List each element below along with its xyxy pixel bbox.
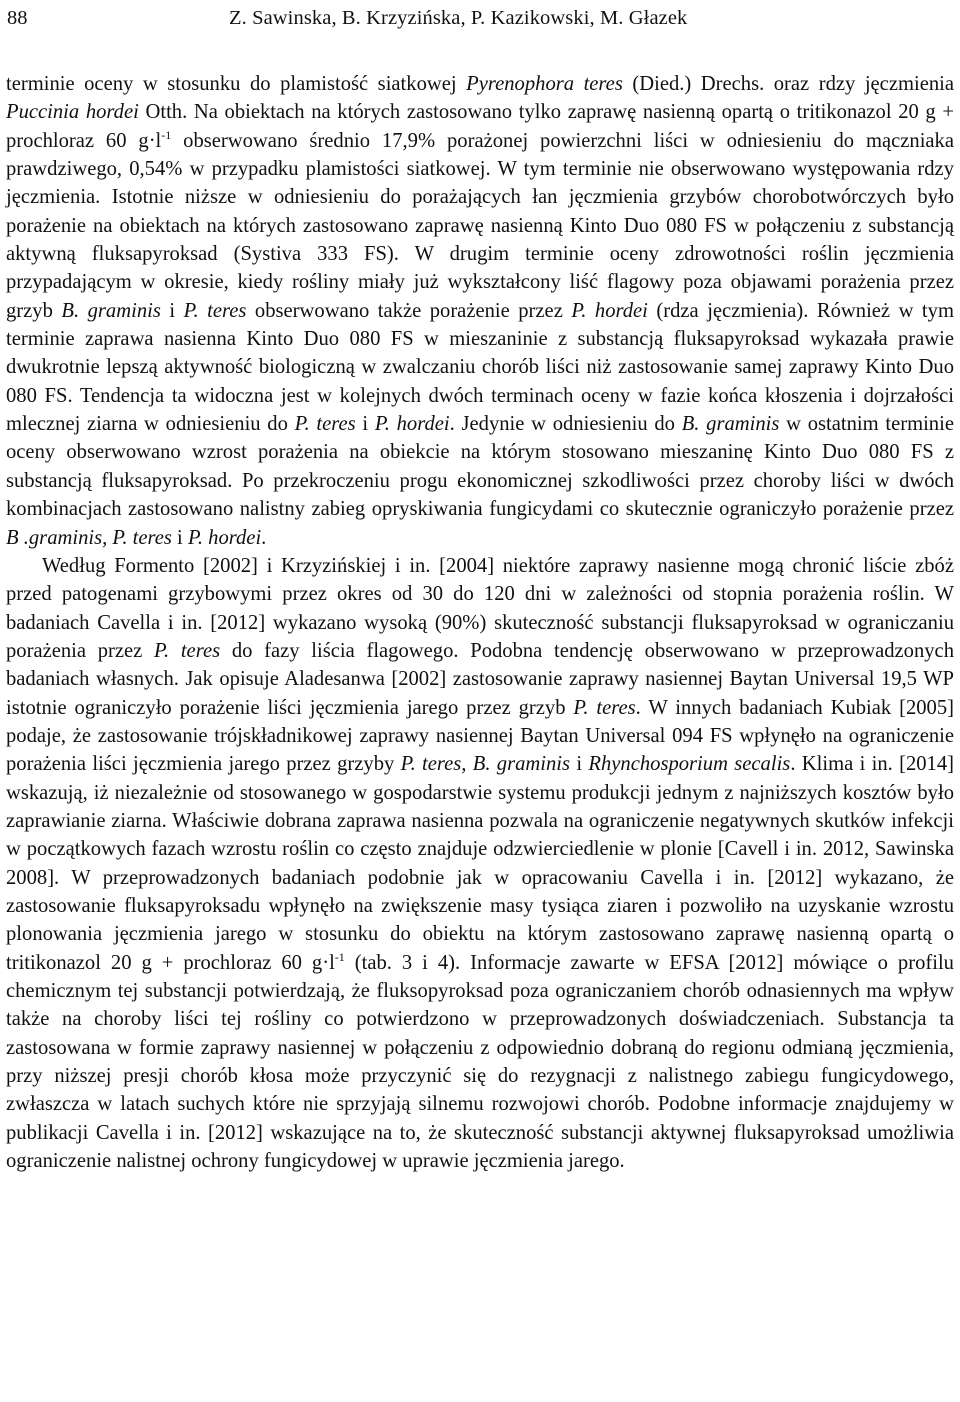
italic-taxon-name: Puccinia hordei bbox=[6, 101, 139, 124]
text-run: terminie oceny w stosunku do plamistość siatkowej bbox=[6, 73, 467, 95]
document-page bbox=[6, 4, 954, 1398]
italic-taxon-name: B .graminis, P. teres bbox=[6, 526, 172, 549]
text-run: . bbox=[261, 526, 267, 549]
italic-taxon-name: P. teres, B. graminis bbox=[400, 753, 571, 776]
paragraph bbox=[6, 70, 954, 552]
text-run: obserwowano także porażenie przez bbox=[246, 299, 572, 322]
superscript-exponent: -1 bbox=[161, 127, 172, 142]
text-run: (rdza jęczmienia). Również w tym terminie zaprawa nasienna Kinto Duo 080 FS w mieszaninie z substancją fluksapyroksad wykazała prawie dwukrotnie lepszą aktywność biologiczną w zwalczaniu chorób liści niż zastosowanie samej zaprawy Kinto Duo 080 FS. Tendencja ta widoczna jest w kolejnych dwóch terminach oceny w fazie końca kłoszenia i dojrzałości mlecznej ziarna w odniesieniu do bbox=[6, 299, 954, 436]
italic-taxon-name: B. graminis bbox=[61, 299, 161, 322]
text-run: (Died.) Drechs. oraz rdzy jęczmienia bbox=[622, 73, 955, 95]
text-run: (tab. 3 i 4). Informacje zawarte w EFSA [2012] mówiące o profilu chemicznym tej substancji potwierdzają, że fluksopyroksad poza ograniczaniem chorób odnasiennych ma wpływ także na choroby liści tej rośliny co potwierdzono w przeprowadzonych doświadczeniach. Substancja ta zastosowana w formie zaprawy nasiennej w połączeniu z odpowiednio dobraną do regionu odmianą jęczmienia, przy niższej presji chorób kłosa może przyczynić się do rezygnacji z nalistnego zabiegu fungicydowego, zwłaszcza w latach suchych które nie sprzyjają silnemu rozwojowi chorób. Podobne informacje znajdujemy w publikacji Cavella i in. [2012] wskazujące na to, że skuteczność substancji aktywnej fluksapyroksad umożliwia ograniczenie nalistnej ochrony fungicydowej w uprawie jęczmienia jarego. bbox=[6, 951, 954, 1173]
italic-taxon-name: Rhynchosporium secalis bbox=[588, 753, 791, 776]
text-run: . Klima i in. [2014] wskazują, iż niezależnie od stosowanego w gospodarstwie systemu produkcji jednym z najniższych kosztów było zaprawianie ziarna. Właściwie dobrana zaprawa nasienna pozwala na ograniczenie negatywnych skutków infekcji w początkowych fazach wzrostu roślin co często znajduje odzwierciedlenie w plonie [Cavell i in. 2012, Sawinska 2008]. W przeprowadzonych badaniach podobnie jak w opracowaniu Cavella i in. [2012] wykazano, że zastosowanie fluksapyroksadu wpłynęło na zwiększenie masy tysiąca ziaren i pozwoliło na uzyskanie wzrostu plonowania jęczmienia jarego w stosunku do obiektu na którym zastosowano zaprawę nasienną opartą o tritikonazol 20 g + prochloraz 60 g·l bbox=[6, 753, 954, 974]
italic-taxon-name: P. teres bbox=[154, 639, 221, 662]
superscript-exponent: -1 bbox=[334, 949, 345, 964]
italic-taxon-name: P. teres bbox=[183, 299, 247, 322]
body-text bbox=[6, 70, 954, 1175]
text-run: obserwowano średnio 17,9% porażonej powierzchni liści w odniesieniu do mączniaka prawdziwego, 0,54% w przypadku plamistości siatkowej. W tym terminie nie obserwowano występowania rdzy jęczmienia. Istotnie niższe w odniesieniu do porażających łan jęczmienia grzybów chorobotwórczych było porażenie na obiektach na których zastosowano zaprawę nasienną Kinto Duo 080 FS w połączeniu z substancją aktywną fluksapyroksad (Systiva 333 FS). W drugim terminie oceny zdrowotności roślin jęczmienia przypadającym w okresie, kiedy rośliny miały już wykształcony liść flagowy poza objawami porażenia przez grzyb bbox=[6, 129, 954, 322]
text-run: w ostatnim terminie oceny obserwowano wzrost porażenia na obiekcie na którym stosowano mieszaninę Kinto Duo 080 FS z substancją fluksapyroksad. Po przekroczeniu progu ekonomicznej szkodliwości przez choroby liści w dwóch kombinacjach zastosowano nalistny zabieg opryskiwania fungicydami co skutecznie ograniczyło porażenie przez bbox=[6, 413, 954, 521]
page-number: 88 bbox=[7, 7, 28, 29]
text-run: . W innych badaniach Kubiak [2005] podaje, że zastosowanie trójskładnikowej zaprawy nasiennej Baytan Universal 094 FS wpłynęło na ograniczenie porażenia liści jęczmienia jarego przez grzyby bbox=[6, 696, 954, 776]
text-run: Według Formento [2002] i Krzyzińskiej i in. [2004] niektóre zaprawy nasienne mogą chronić liście zbóż przed patogenami grzybowymi przez okres od 30 do 120 dni w zależności od stopnia porażenia roślin. W badaniach Cavella i in. [2012] wykazano wysoką (90%) skuteczność substancji fluksapyroksad w ograniczaniu porażenia przez bbox=[6, 554, 954, 662]
text-run: do fazy liścia flagowego. Podobna tendencję obserwowano w przeprowadzonych badaniach własnych. Jak opisuje Aladesanwa [2002] zastosowanie zaprawy nasiennej Baytan Universal 19,5 WP istotnie ograniczyło porażenie liści jęczmienia jarego przez grzyb bbox=[6, 639, 954, 719]
text-run: . Jedynie w odniesieniu do bbox=[449, 413, 682, 436]
paragraph bbox=[6, 552, 954, 1176]
italic-taxon-name: P. teres bbox=[294, 413, 356, 436]
text-run: Otth. Na obiektach na których zastosowano tylko zaprawę nasienną opartą o tritikonazol 20 g + prochloraz 60 g·l bbox=[6, 101, 954, 152]
text-run: i bbox=[160, 299, 184, 322]
italic-taxon-name: P. teres bbox=[573, 696, 636, 719]
italic-taxon-name: P. hordei bbox=[187, 526, 262, 549]
italic-taxon-name: B. graminis bbox=[681, 413, 780, 436]
text-run: i bbox=[570, 753, 589, 776]
text-run: i bbox=[355, 413, 375, 436]
italic-taxon-name: Pyrenophora teres bbox=[466, 73, 623, 95]
italic-taxon-name: P. hordei bbox=[571, 299, 648, 322]
running-header-authors: Z. Sawinska, B. Krzyzińska, P. Kazikowski, M. Głazek bbox=[229, 7, 688, 29]
running-header bbox=[6, 4, 954, 34]
text-run: i bbox=[171, 526, 188, 549]
italic-taxon-name: P. hordei bbox=[374, 413, 450, 436]
